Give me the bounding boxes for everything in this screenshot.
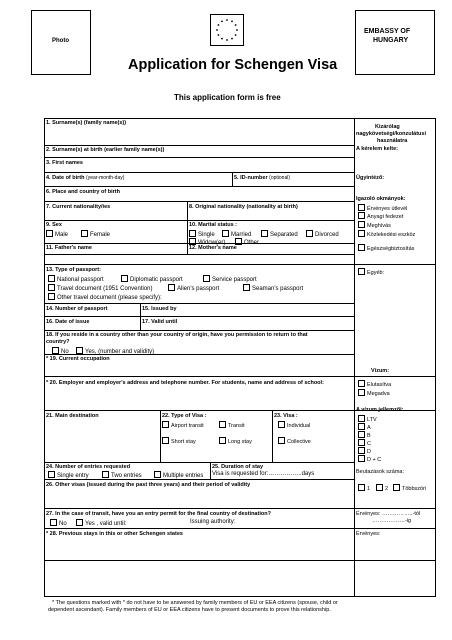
field-24-entries-label: 24. Number of entries requested: [46, 464, 131, 470]
entries-multiple-checkbox[interactable]: [154, 471, 161, 478]
valid-second-label: Érvényes:: [356, 531, 381, 537]
entries-multiple-side-option[interactable]: Többszöri: [393, 484, 426, 492]
visa-type-short-stay-option[interactable]: Short stay: [162, 437, 196, 445]
visa-dc-option[interactable]: D + C: [358, 455, 381, 463]
passport-other-checkbox[interactable]: [48, 293, 55, 300]
visa-individual-option[interactable]: Individual: [278, 421, 310, 429]
visa-decision-label: Vízum:: [371, 368, 390, 374]
entries-1-option[interactable]: 1: [358, 484, 370, 492]
embassy-line1: EMBASSY OF: [364, 28, 411, 35]
official-use-line3: használatra: [377, 138, 408, 144]
passport-service-option[interactable]: Service passport: [203, 275, 257, 284]
residence-no-checkbox[interactable]: [52, 347, 59, 354]
entries-multiple-side-checkbox[interactable]: [393, 484, 400, 491]
entries-two-checkbox[interactable]: [102, 471, 109, 478]
field-5-id-number-label: [234, 175, 290, 182]
field-19-occupation-label: * 19. Current occupation: [46, 356, 110, 362]
visa-collective-checkbox[interactable]: [278, 437, 285, 444]
entries-count-label: Beutazások száma:: [356, 469, 404, 475]
sex-female-checkbox[interactable]: [81, 230, 88, 237]
field-5-title: 5. ID-number: [234, 175, 268, 181]
field-21-main-destination-label: 21. Main destination: [46, 413, 99, 419]
footer-note-line2: dependent ascendant). Family members of EU or EEA citizens have to present documents to prove this relationship.: [48, 607, 331, 613]
field-28-previous-stays-label: * 28. Previous stays in this or other Schengen states: [46, 531, 183, 537]
passport-diplomatic-option[interactable]: Diplomatic passport: [121, 275, 183, 284]
field-20-employer-label: * 20. Employer and employer's address and telephone number. For students, name and address of school:: [46, 380, 324, 386]
passport-service-checkbox[interactable]: [203, 275, 210, 282]
doc-funds-option[interactable]: Anyagi fedezet: [358, 212, 403, 220]
field-18-residence-label-line1: 18. If you reside in a country other than your country of origin, have you permission to return to that: [46, 332, 308, 338]
visa-granted-option[interactable]: Megadva: [358, 389, 390, 397]
visa-refused-option[interactable]: Elutasítva: [358, 380, 391, 388]
field-14-passport-number-label: 14. Number of passport: [46, 306, 108, 312]
field-2-surname-at-birth-label: 2. Surname(s) at birth (earlier family name(s)): [46, 147, 165, 153]
residence-yes-option[interactable]: Yes, (number and validity): [76, 347, 154, 356]
field-6-place-of-birth-label: 6. Place and country of birth: [46, 189, 120, 195]
passport-travel-document-option[interactable]: Travel document (1951 Convention): [48, 284, 153, 293]
doc-other-option[interactable]: Egyéb:: [358, 268, 384, 276]
valid-to-label: ………………-ig: [372, 518, 412, 524]
marital-separated-checkbox[interactable]: [261, 230, 268, 237]
field-15-issued-by-label: 15. Issued by: [142, 306, 177, 312]
photo-box: [31, 10, 91, 75]
field-27-transit-permit-label: 27. In the case of transit, have you an entry permit for the final country of destination?: [46, 511, 271, 517]
duration-days-text: Visa is requested for:……………..days: [212, 471, 315, 477]
footer-note-line1: * The questions marked with * do not have to be answered by family members of EU or EEA citizens (spouse, child or: [52, 600, 338, 606]
field-4-note: (year-month-day): [86, 175, 125, 181]
eu-flag-logo: [210, 14, 244, 46]
visa-characteristics-label: A vízum jellemzői:: [356, 407, 404, 413]
sex-female-option[interactable]: Female: [81, 230, 110, 239]
visa-c-checkbox[interactable]: [358, 439, 365, 446]
passport-other-option[interactable]: Other travel document (please specify):: [48, 293, 162, 302]
transit-no-checkbox[interactable]: [50, 519, 57, 526]
visa-d-checkbox[interactable]: [358, 447, 365, 454]
marital-married-checkbox[interactable]: [222, 230, 229, 237]
entries-two-option[interactable]: Two entries: [102, 471, 142, 480]
embassy-box: [355, 10, 435, 75]
field-8-original-nationality-label: 8. Original nationality (nationality at birth): [189, 204, 298, 210]
visa-type-airport-transit-option[interactable]: Airport transit: [162, 421, 204, 429]
visa-d-option[interactable]: D: [358, 447, 371, 455]
passport-national-checkbox[interactable]: [48, 275, 55, 282]
page-title: Application for Schengen Visa: [128, 57, 338, 73]
field-17-valid-until-label: 17. Valid until: [142, 319, 178, 325]
entries-1-checkbox[interactable]: [358, 484, 365, 491]
transit-issuing-authority: Issuing authority:: [190, 519, 236, 525]
marital-divorced-checkbox[interactable]: [306, 230, 313, 237]
side-divider: [354, 118, 355, 597]
sex-male-option[interactable]: Male: [46, 230, 68, 239]
passport-diplomatic-checkbox[interactable]: [121, 275, 128, 282]
visa-collective-option[interactable]: Collective: [278, 437, 311, 445]
photo-label: Photo: [52, 38, 69, 44]
field-4-date-of-birth-label: [46, 175, 124, 182]
request-date-label: A kérelem kelte:: [356, 146, 398, 152]
marital-widow-option[interactable]: Widow(er): [189, 238, 225, 247]
visa-a-checkbox[interactable]: [358, 423, 365, 430]
visa-granted-checkbox[interactable]: [358, 389, 365, 396]
visa-type-short-stay-checkbox[interactable]: [162, 437, 169, 444]
marital-single-checkbox[interactable]: [189, 230, 196, 237]
field-12-mother-name-label: 12. Mother's name: [189, 245, 237, 251]
passport-alien-checkbox[interactable]: [168, 284, 175, 291]
entries-multiple-option[interactable]: Multiple entries: [154, 471, 203, 480]
visa-c-option[interactable]: C: [358, 439, 371, 447]
marital-other-option[interactable]: Other: [235, 238, 259, 247]
field-23-visa-label: 23. Visa :: [274, 413, 298, 419]
marital-married-option[interactable]: Married: [222, 230, 251, 239]
case-officer-label: Ügyintéző:: [356, 175, 385, 181]
doc-transport-option[interactable]: Közlekedési eszköz: [358, 230, 415, 238]
valid-from-label: Érvényes: ……………..-tól: [356, 511, 421, 517]
passport-national-option[interactable]: National passport: [48, 275, 104, 284]
transit-yes-checkbox[interactable]: [76, 519, 83, 526]
visa-refused-checkbox[interactable]: [358, 380, 365, 387]
passport-alien-option[interactable]: Alien's passport: [168, 284, 219, 293]
entries-single-checkbox[interactable]: [48, 471, 55, 478]
field-26-other-visas-label: 26. Other visas (issued during the past three years) and their period of validity: [46, 482, 251, 488]
marital-other-checkbox[interactable]: [235, 238, 242, 245]
doc-passport-checkbox[interactable]: [358, 204, 365, 211]
visa-type-long-stay-checkbox[interactable]: [219, 437, 226, 444]
doc-transport-checkbox[interactable]: [358, 230, 365, 237]
doc-invitation-option[interactable]: Meghívás: [358, 221, 391, 229]
field-18-residence-label-line2: country?: [46, 339, 70, 345]
visa-dc-checkbox[interactable]: [358, 455, 365, 462]
visa-b-checkbox[interactable]: [358, 431, 365, 438]
field-3-first-names-label: 3. First names: [46, 160, 83, 166]
residence-yes-checkbox[interactable]: [76, 347, 83, 354]
visa-individual-checkbox[interactable]: [278, 421, 285, 428]
field-16-date-of-issue-label: 16. Date of issue: [46, 319, 90, 325]
field-25-duration-label: 25. Duration of stay: [212, 464, 264, 470]
marital-divorced-option[interactable]: Divorced: [306, 230, 339, 239]
passport-travel-document-checkbox[interactable]: [48, 284, 55, 291]
field-11-father-name-label: 11. Father's name: [46, 245, 92, 251]
doc-passport-option[interactable]: Érvényes útlevél: [358, 204, 407, 212]
field-1-surname-label: 1. Surname(s) (family name(s)): [46, 120, 127, 126]
passport-seaman-checkbox[interactable]: [243, 284, 250, 291]
field-7-nationality-label: 7. Current nationality/ies: [46, 204, 111, 210]
entries-2-checkbox[interactable]: [376, 484, 383, 491]
marital-separated-option[interactable]: Separated: [261, 230, 298, 239]
visa-type-airport-transit-checkbox[interactable]: [162, 421, 169, 428]
passport-seaman-option[interactable]: Seaman's passport: [243, 284, 303, 293]
visa-a-option[interactable]: A: [358, 423, 371, 431]
doc-invitation-checkbox[interactable]: [358, 221, 365, 228]
field-22-visa-type-label: 22. Type of Visa :: [162, 413, 207, 419]
entries-2-option[interactable]: 2: [376, 484, 388, 492]
official-use-line2: nagykövetségi/konzulátusi: [356, 131, 426, 137]
field-13-passport-type-label: 13. Type of passport:: [46, 267, 101, 273]
visa-b-option[interactable]: B: [358, 431, 371, 439]
entries-single-option[interactable]: Single entry: [48, 471, 89, 480]
marital-widow-checkbox[interactable]: [189, 238, 196, 245]
field-4-title: 4. Date of birth: [46, 175, 85, 181]
field-5-note: (optional): [269, 175, 291, 181]
page-subtitle: This application form is free: [174, 93, 281, 102]
field-9-sex-label: 9. Sex: [46, 222, 62, 228]
visa-type-transit-option[interactable]: Transit: [219, 421, 245, 429]
doc-funds-checkbox[interactable]: [358, 212, 365, 219]
transit-no-option[interactable]: No: [50, 519, 67, 528]
doc-other-checkbox[interactable]: [358, 268, 365, 275]
transit-yes-option[interactable]: Yes , valid until:: [76, 519, 126, 528]
marital-single-option[interactable]: Single: [189, 230, 215, 239]
visa-type-long-stay-option[interactable]: Long stay: [219, 437, 252, 445]
sex-male-checkbox[interactable]: [46, 230, 53, 237]
visa-type-transit-checkbox[interactable]: [219, 421, 226, 428]
field-10-marital-status-label: 10. Marital status :: [189, 222, 237, 228]
official-use-line1: Kizárólag: [375, 124, 400, 130]
residence-no-option[interactable]: No: [52, 347, 69, 356]
doc-health-insurance-option[interactable]: Egészségbiztosítás: [358, 244, 414, 252]
visa-ltv-checkbox[interactable]: [358, 415, 365, 422]
doc-health-insurance-checkbox[interactable]: [358, 244, 365, 251]
visa-ltv-option[interactable]: LTV: [358, 415, 377, 423]
embassy-line2: HUNGARY: [373, 37, 409, 44]
documents-label: Igazoló okmányok:: [356, 196, 406, 202]
